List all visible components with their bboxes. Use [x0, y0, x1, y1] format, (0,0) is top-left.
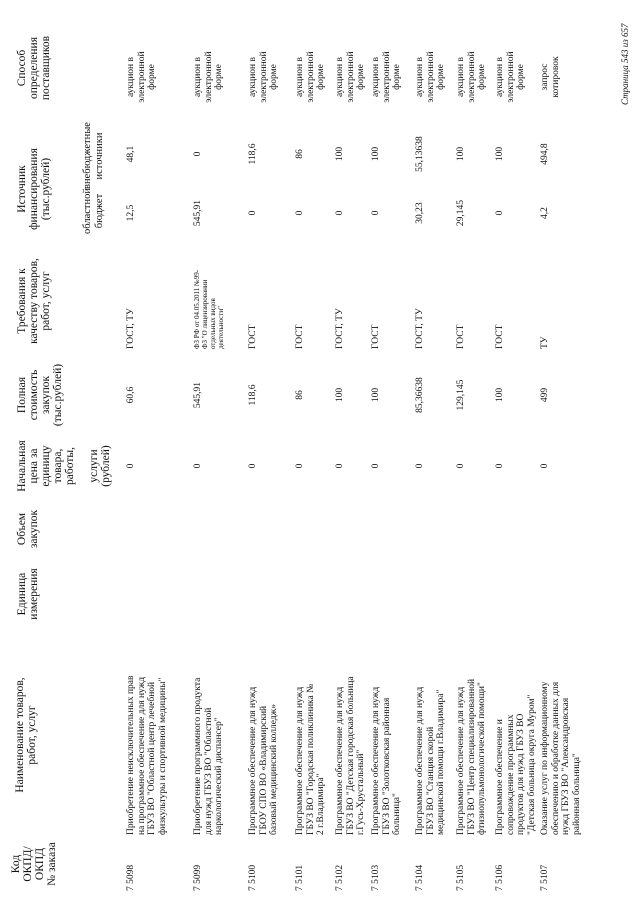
- cell-method: запрос котировок: [540, 56, 561, 98]
- cell-code: 7 5105: [456, 864, 466, 891]
- cell-method: аукцион в электронной форме: [126, 51, 157, 103]
- cell-reg: 0: [371, 210, 381, 216]
- cell-name: Программное обеспечение для нужд ГБУЗ ВО "Детская городская больница г.Гусь-Хрустальный": [335, 676, 366, 835]
- cell-code: 7 5103: [371, 864, 381, 891]
- col-header-source-offbudget: внебюджетные источники: [82, 122, 105, 189]
- cell-off: 48,1: [126, 145, 136, 163]
- cell-price: 0: [540, 463, 550, 469]
- col-header-unit: Единица измерения: [16, 568, 40, 620]
- cell-name: Программное обеспечение для нужд ГБУЗ ВО "Центр специализированной фтизиопульмонологической помощи": [456, 678, 487, 835]
- cell-name: Программное обеспечение и сопровождение программных продуктов для нужд ГБУЗ ВО "Детская больница округа Муром": [495, 694, 537, 835]
- cell-method: аукцион в электронной форме: [248, 51, 279, 103]
- cell-req: ГОСТ, ТУ: [335, 308, 345, 349]
- cell-reg: 4,2: [540, 207, 550, 219]
- cell-code: 7 5104: [415, 864, 425, 891]
- cell-total: 85,36638: [415, 377, 425, 413]
- cell-name: Приобретение неисключительных прав на программное обеспечение для нужд ГБУЗ ВО "Областной центр лечебной физкультуры и спортивной медицины": [126, 675, 168, 835]
- cell-method: аукцион в электронной форме: [415, 51, 446, 103]
- cell-reg: 0: [248, 210, 258, 216]
- cell-reg: 0: [495, 210, 505, 216]
- col-header-source-regional: областной бюджет: [82, 188, 105, 234]
- page-number: Страница 543 из 657: [620, 23, 630, 105]
- cell-off: 100: [371, 146, 381, 162]
- cell-name: Программное обеспечение для нужд ГБУЗ ВО "Городская поликлиника № 2 г.Владимира": [295, 683, 326, 835]
- col-header-method: Способ определения поставщиков: [16, 35, 52, 101]
- col-header-price: Начальная цена за единицу товара, работы, услуги (рублей): [16, 440, 112, 492]
- cell-req: ГОСТ: [456, 324, 466, 349]
- cell-code: 7 5101: [295, 864, 305, 891]
- cell-req: ТУ: [540, 336, 550, 349]
- cell-off: 118,6: [248, 143, 258, 165]
- cell-reg: 0: [295, 210, 305, 216]
- cell-price: 0: [495, 463, 505, 469]
- cell-total: 86: [295, 390, 305, 400]
- cell-total: 118,6: [248, 384, 258, 406]
- cell-code: 7 5107: [540, 864, 550, 891]
- cell-code: 7 5102: [335, 864, 345, 891]
- cell-name: Программное обеспечение для нужд ГБУЗ ВО "Золотковская районная больница": [371, 686, 402, 835]
- cell-name: Приобретение программного продукта для нужд ГБУЗ ВО "Областной наркологический диспансер": [193, 677, 224, 835]
- col-header-requirements: Требования к качеству товаров, работ, услуг: [16, 258, 52, 344]
- cell-off: 100: [335, 146, 345, 162]
- cell-total: 60,6: [126, 386, 136, 404]
- col-header-code: Код ОКПД/ ОКПД № заказа: [10, 842, 58, 886]
- cell-req: ГОСТ: [495, 324, 505, 349]
- cell-total: 100: [495, 387, 505, 403]
- cell-price: 0: [295, 463, 305, 469]
- cell-off: 55,13638: [415, 136, 425, 172]
- cell-code: 7 5099: [193, 864, 203, 891]
- cell-req: ГОСТ, ТУ: [126, 308, 136, 349]
- cell-req: ФЗ РФ от 04.05.2011 №99- ФЗ "О лицензировании отдельных видов деятельности": [193, 269, 225, 349]
- cell-name: Программное обеспечение для нужд ГБОУ СПО ВО «Владимирский базовый медицинский колледж»: [248, 686, 279, 835]
- col-header-volume: Объем закупок: [16, 509, 40, 549]
- cell-method: аукцион в электронной форме: [335, 51, 366, 103]
- cell-code: 7 5100: [248, 864, 258, 891]
- cell-off: 100: [456, 146, 466, 162]
- cell-reg: 0: [335, 210, 345, 216]
- cell-total: 100: [335, 387, 345, 403]
- cell-code: 7 5106: [495, 864, 505, 891]
- cell-reg: 30,23: [415, 202, 425, 224]
- cell-method: аукцион в электронной форме: [371, 51, 402, 103]
- cell-req: ГОСТ: [248, 324, 258, 349]
- cell-req: ГОСТ: [295, 324, 305, 349]
- cell-total: 100: [371, 387, 381, 403]
- cell-off: 0: [193, 151, 203, 157]
- cell-name: Программное обеспечение для нужд ГБУЗ ВО "Станция скорой медицинской помощи г.Владимира": [415, 686, 446, 835]
- cell-reg: 545,91: [193, 199, 203, 227]
- cell-method: аукцион в электронной форме: [193, 51, 224, 103]
- cell-total: 129,145: [456, 379, 466, 411]
- cell-method: аукцион в электронной форме: [295, 51, 326, 103]
- cell-name: Оказание услуг по информационному обеспечению и обработке данных для нужд ГБУЗ ВО "Александровская районная больница": [540, 681, 582, 835]
- cell-off: 100: [495, 146, 505, 162]
- cell-code: 7 5098: [126, 864, 136, 891]
- cell-total: 545,91: [193, 381, 203, 409]
- cell-price: 0: [415, 463, 425, 469]
- cell-price: 0: [126, 463, 136, 469]
- cell-price: 0: [248, 463, 258, 469]
- col-header-source: Источник финансирования (тыс.рублей): [16, 148, 52, 230]
- col-header-total: Полная стоимость закупок (тыс.рублей): [16, 363, 64, 427]
- cell-off: 494,8: [540, 143, 550, 165]
- cell-method: аукцион в электронной форме: [456, 51, 487, 103]
- cell-reg: 29,145: [456, 199, 466, 227]
- cell-price: 0: [193, 463, 203, 469]
- cell-off: 86: [295, 149, 305, 159]
- cell-price: 0: [456, 463, 466, 469]
- cell-price: 0: [371, 463, 381, 469]
- cell-req: ГОСТ: [371, 324, 381, 349]
- cell-total: 499: [540, 387, 550, 403]
- col-header-name: Наименование товаров, работ, услуг: [14, 677, 38, 793]
- cell-method: аукцион в электронной форме: [495, 51, 526, 103]
- cell-price: 0: [335, 463, 345, 469]
- cell-req: ГОСТ, ТУ: [415, 308, 425, 349]
- cell-reg: 12,5: [126, 204, 136, 222]
